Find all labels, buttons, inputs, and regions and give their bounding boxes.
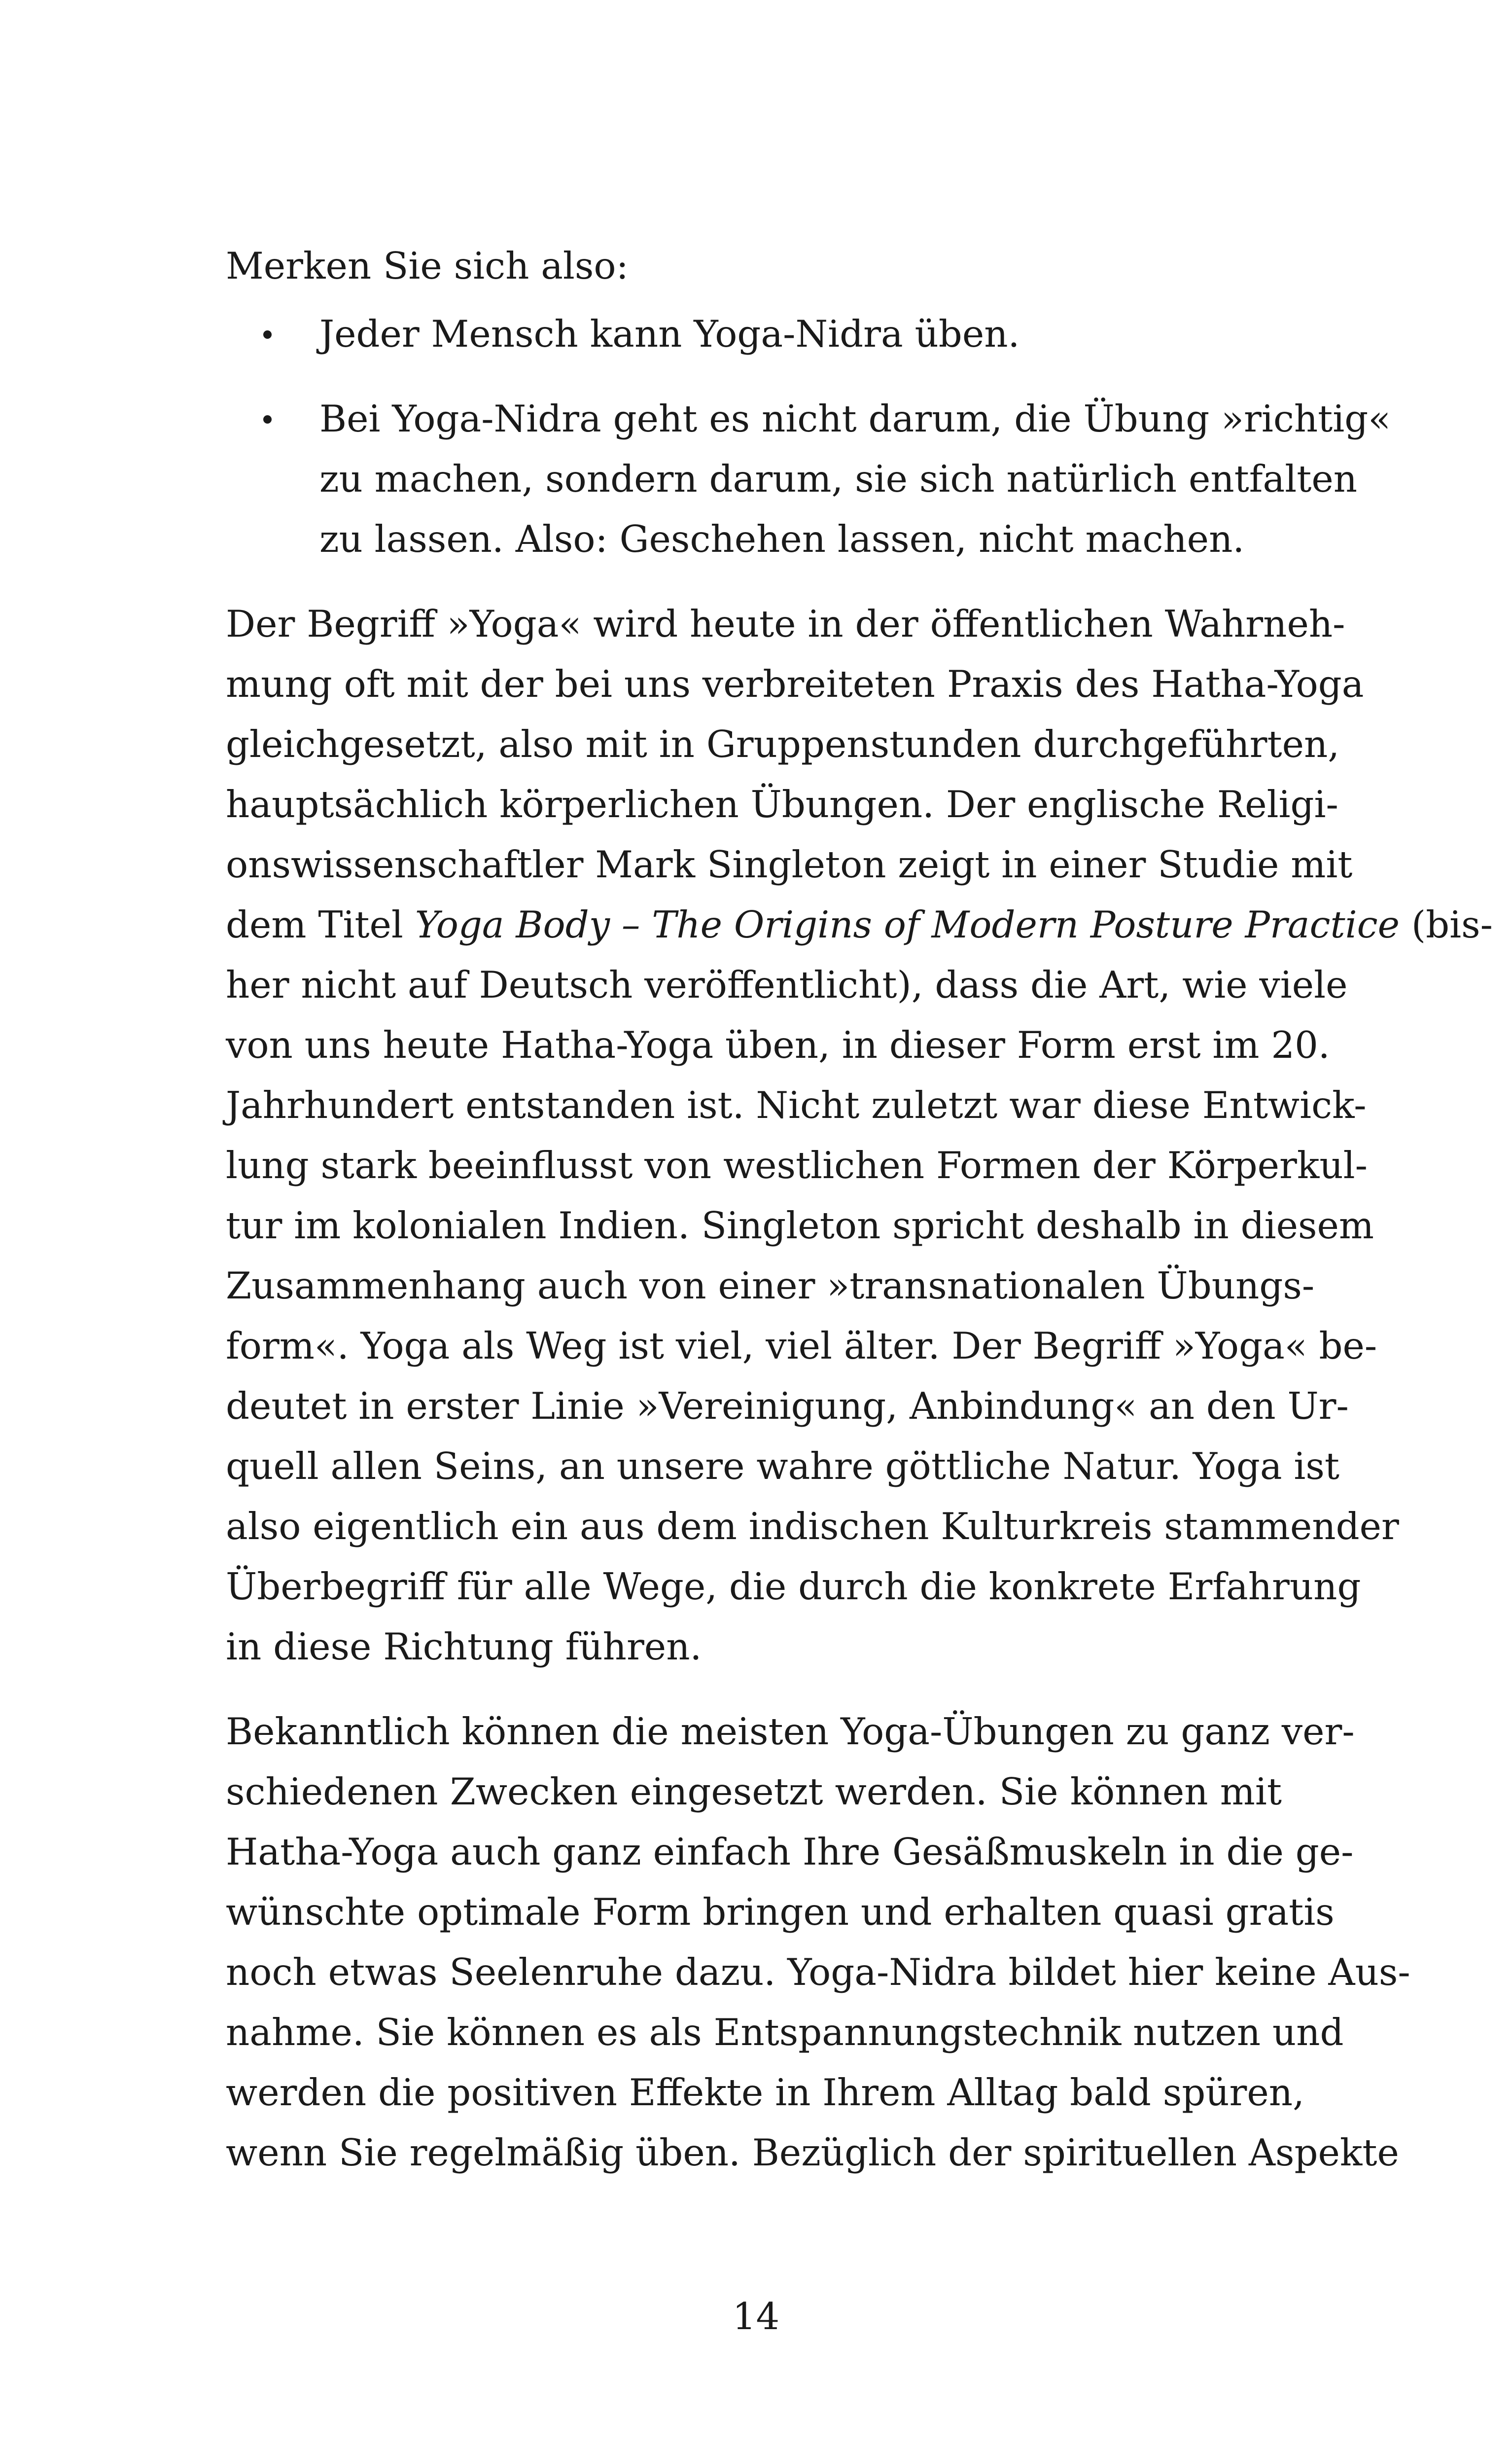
page-body <box>226 236 1493 2207</box>
text-line: form«. Yoga als Weg ist viel, viel älter. Der Begriff »Yoga« be- <box>226 1324 1377 1367</box>
text-line: onswissenschaftler Mark Singleton zeigt in einer Studie mit <box>226 843 1353 886</box>
text-line: deutet in erster Linie »Vereinigung, Anbindung« an den Ur- <box>226 1384 1349 1428</box>
text-line: Überbegriff für alle Wege, die durch die konkrete Erfahrung <box>226 1565 1361 1608</box>
text-line: hauptsächlich körperlichen Übungen. Der englische Religi- <box>226 783 1338 826</box>
page-number: 14 <box>732 2295 780 2338</box>
text-line: Jahrhundert entstanden ist. Nicht zuletzt war diese Entwick- <box>226 1083 1367 1127</box>
text-line: nahme. Sie können es als Entspannungstechnik nutzen und <box>226 2011 1344 2054</box>
bullet-item <box>226 304 1282 364</box>
book-title: Yoga Body – The Origins of Modern Posture Practice <box>415 903 1400 946</box>
bullet-line: zu machen, sondern darum, sie sich natürlich entfalten <box>319 457 1358 501</box>
bullet-line: Bei Yoga-Nidra geht es nicht darum, die Übung »richtig« <box>319 397 1391 440</box>
paragraph-1 <box>226 594 1493 1677</box>
text-segment: (bis- <box>1400 903 1493 946</box>
bullet-list <box>226 304 1391 569</box>
text-line-with-title <box>226 895 1493 955</box>
intro-line: Merken Sie sich also: <box>226 244 629 288</box>
text-line: gleichgesetzt, also mit in Gruppenstunden durchgeführten, <box>226 722 1340 766</box>
text-line: mung oft mit der bei uns verbreiteten Praxis des Hatha-Yoga <box>226 662 1364 706</box>
text-line: noch etwas Seelenruhe dazu. Yoga-Nidra bildet hier keine Aus- <box>226 1950 1410 1994</box>
text-line: schiedenen Zwecken eingesetzt werden. Sie können mit <box>226 1770 1282 1813</box>
bullet-line: zu lassen. Also: Geschehen lassen, nicht machen. <box>319 517 1245 561</box>
text-line: Zusammenhang auch von einer »transnationalen Übungs- <box>226 1264 1315 1307</box>
bullet-dot-icon <box>263 415 272 424</box>
text-segment: dem Titel <box>226 903 415 946</box>
text-line: wenn Sie regelmäßig üben. Bezüglich der spirituellen Aspekte <box>226 2131 1399 2174</box>
text-line: werden die positiven Effekte in Ihrem Alltag bald spüren, <box>226 2071 1304 2114</box>
text-line: lung stark beeinflusst von westlichen Formen der Körperkul- <box>226 1144 1368 1187</box>
bullet-item <box>226 389 1391 569</box>
text-line: Hatha-Yoga auch ganz einfach Ihre Gesäßmuskeln in die ge- <box>226 1830 1354 1873</box>
text-line: wünschte optimale Form bringen und erhalten quasi gratis <box>226 1890 1335 1934</box>
text-line: Bekanntlich können die meisten Yoga-Übungen zu ganz ver- <box>226 1710 1355 1753</box>
text-line: von uns heute Hatha-Yoga üben, in dieser Form erst im 20. <box>226 1023 1330 1067</box>
bullet-line: Jeder Mensch kann Yoga-Nidra üben. <box>319 312 1020 356</box>
text-line: her nicht auf Deutsch veröffentlicht), dass die Art, wie viele <box>226 963 1348 1007</box>
text-line: Der Begriff »Yoga« wird heute in der öffentlichen Wahrneh- <box>226 602 1345 646</box>
bullet-dot-icon <box>263 330 272 339</box>
paragraph-2 <box>226 1701 1410 2183</box>
text-line: also eigentlich ein aus dem indischen Kulturkreis stammender <box>226 1505 1399 1548</box>
text-line: in diese Richtung führen. <box>226 1625 702 1668</box>
text-line: quell allen Seins, an unsere wahre göttliche Natur. Yoga ist <box>226 1444 1340 1488</box>
text-line: tur im kolonialen Indien. Singleton spricht deshalb in diesem <box>226 1204 1374 1247</box>
